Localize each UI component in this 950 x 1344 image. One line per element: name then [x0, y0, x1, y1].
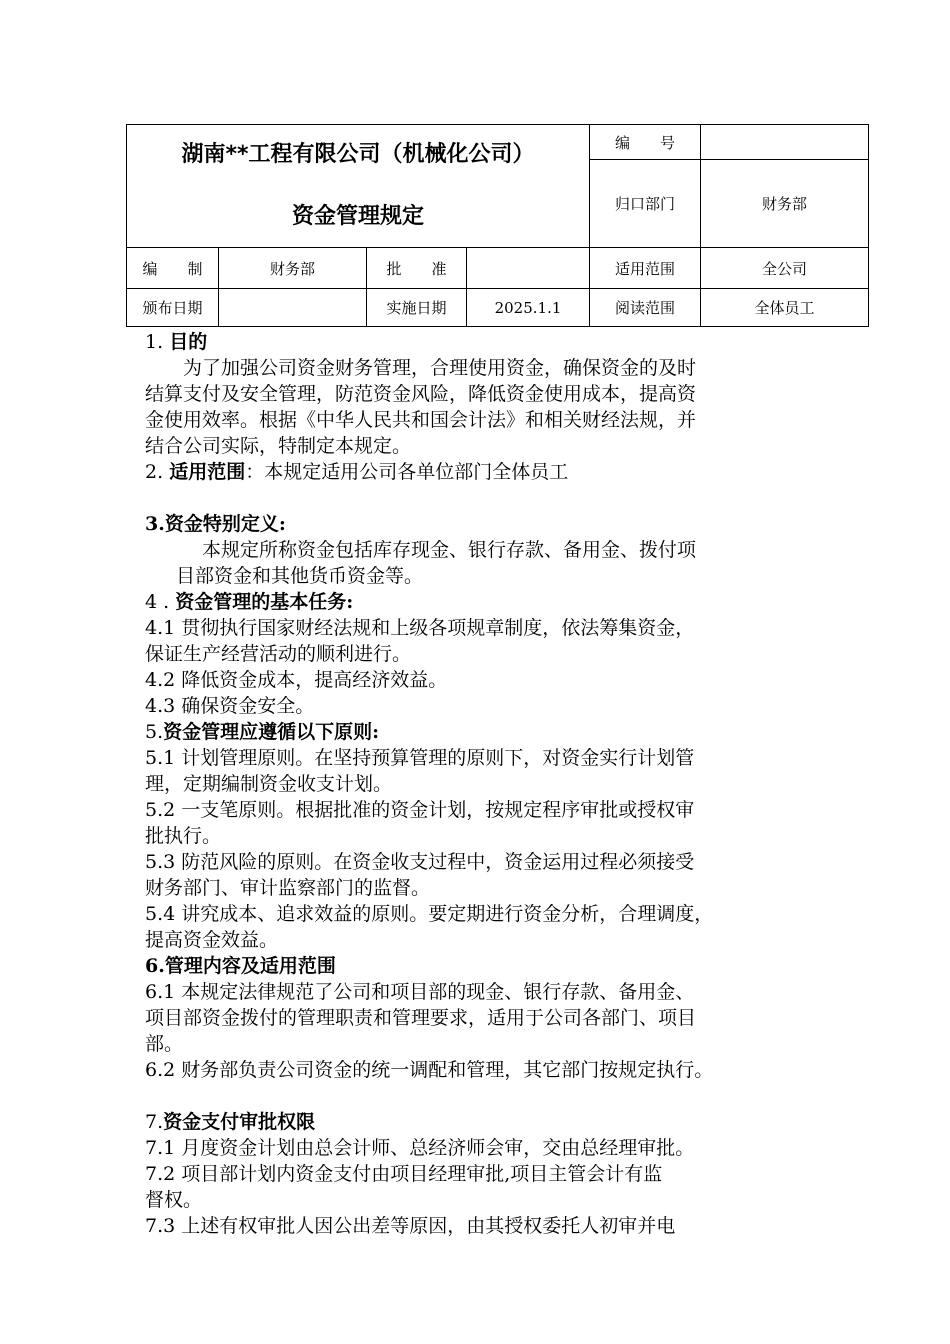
section-7-heading: 7.资金支付审批权限 [145, 1111, 316, 1133]
label-compile: 编 制 [127, 248, 219, 289]
label-scope: 适用范围 [590, 248, 701, 289]
label-impl-date: 实施日期 [367, 289, 467, 327]
document-body [145, 329, 810, 1239]
paragraph: 5.1 计划管理原则。在坚持预算管理的原则下，对资金实行计划管 [145, 747, 695, 769]
title-cell [127, 125, 590, 248]
value-number [701, 125, 869, 160]
paragraph: 本规定所称资金包括库存现金、银行存款、备用金、拨付项 [202, 539, 697, 561]
paragraph: 4.1 贯彻执行国家财经法规和上级各项规章制度，依法筹集资金， [145, 617, 695, 639]
paragraph: 督权。 [145, 1189, 203, 1211]
value-approve [467, 248, 590, 289]
document-title: 资金管理规定 [291, 204, 424, 229]
label-dept: 归口部门 [590, 160, 701, 248]
paragraph: 7.1 月度资金计划由总会计师、总经济师会审，交由总经理审批。 [145, 1137, 695, 1159]
value-issue-date [219, 289, 367, 327]
value-scope: 全公司 [701, 248, 869, 289]
paragraph: 金使用效率。根据《中华人民共和国会计法》和相关财经法规，并 [145, 409, 697, 431]
section-5-heading: 5.资金管理应遵循以下原则: [145, 721, 380, 743]
paragraph: 5.3 防范风险的原则。在资金收支过程中，资金运用过程必须接受 [145, 851, 695, 873]
paragraph: 结算支付及安全管理，防范资金风险，降低资金使用成本，提高资 [145, 383, 697, 405]
paragraph: 7.2 项目部计划内资金支付由项目经理审批,项目主管会计有监 [145, 1163, 663, 1185]
paragraph: 6.1 本规定法律规范了公司和项目部的现金、银行存款、备用金、 [145, 981, 695, 1003]
company-name: 湖南**工程有限公司（机械化公司） [181, 142, 535, 167]
paragraph: 5.2 一支笔原则。根据批准的资金计划，按规定程序审批或授权审 [145, 799, 695, 821]
value-read-scope: 全体员工 [701, 289, 869, 327]
paragraph: 部。 [145, 1033, 184, 1055]
paragraph: 结合公司实际，特制定本规定。 [145, 435, 412, 457]
paragraph: 保证生产经营活动的顺利进行。 [145, 643, 412, 665]
section-4-heading: 4 . 资金管理的基本任务: [145, 591, 354, 613]
section-1-heading: 1. 目的 [145, 331, 208, 353]
section-6-heading: 6.管理内容及适用范围 [145, 955, 336, 977]
section-2-heading: 2. 适用范围：本规定适用公司各单位部门全体员工 [145, 461, 569, 483]
section-3-heading: 3.资金特别定义: [145, 513, 286, 535]
paragraph: 目部资金和其他货币资金等。 [176, 565, 424, 587]
document-header-table [126, 124, 869, 327]
label-number: 编 号 [590, 125, 701, 160]
value-compile: 财务部 [219, 248, 367, 289]
label-approve: 批 准 [367, 248, 467, 289]
paragraph: 7.3 上述有权审批人因公出差等原因，由其授权委托人初审并电 [145, 1215, 676, 1237]
paragraph: 提高资金效益。 [145, 929, 279, 951]
paragraph: 项目部资金拨付的管理职责和管理要求，适用于公司各部门、项目 [145, 1007, 697, 1029]
paragraph: 5.4 讲究成本、追求效益的原则。要定期进行资金分析，合理调度， [145, 903, 714, 925]
paragraph: 4.2 降低资金成本，提高经济效益。 [145, 669, 448, 691]
paragraph: 理，定期编制资金收支计划。 [145, 773, 393, 795]
paragraph: 财务部门、审计监察部门的监督。 [145, 877, 431, 899]
value-dept: 财务部 [701, 160, 869, 248]
label-issue-date: 颁布日期 [127, 289, 219, 327]
value-impl-date: 2025.1.1 [467, 289, 590, 327]
paragraph: 批执行。 [145, 825, 222, 847]
paragraph: 6.2 财务部负责公司资金的统一调配和管理，其它部门按规定执行。 [145, 1059, 714, 1081]
label-read-scope: 阅读范围 [590, 289, 701, 327]
paragraph: 4.3 确保资金安全。 [145, 695, 315, 717]
paragraph: 为了加强公司资金财务管理，合理使用资金，确保资金的及时 [183, 357, 697, 379]
